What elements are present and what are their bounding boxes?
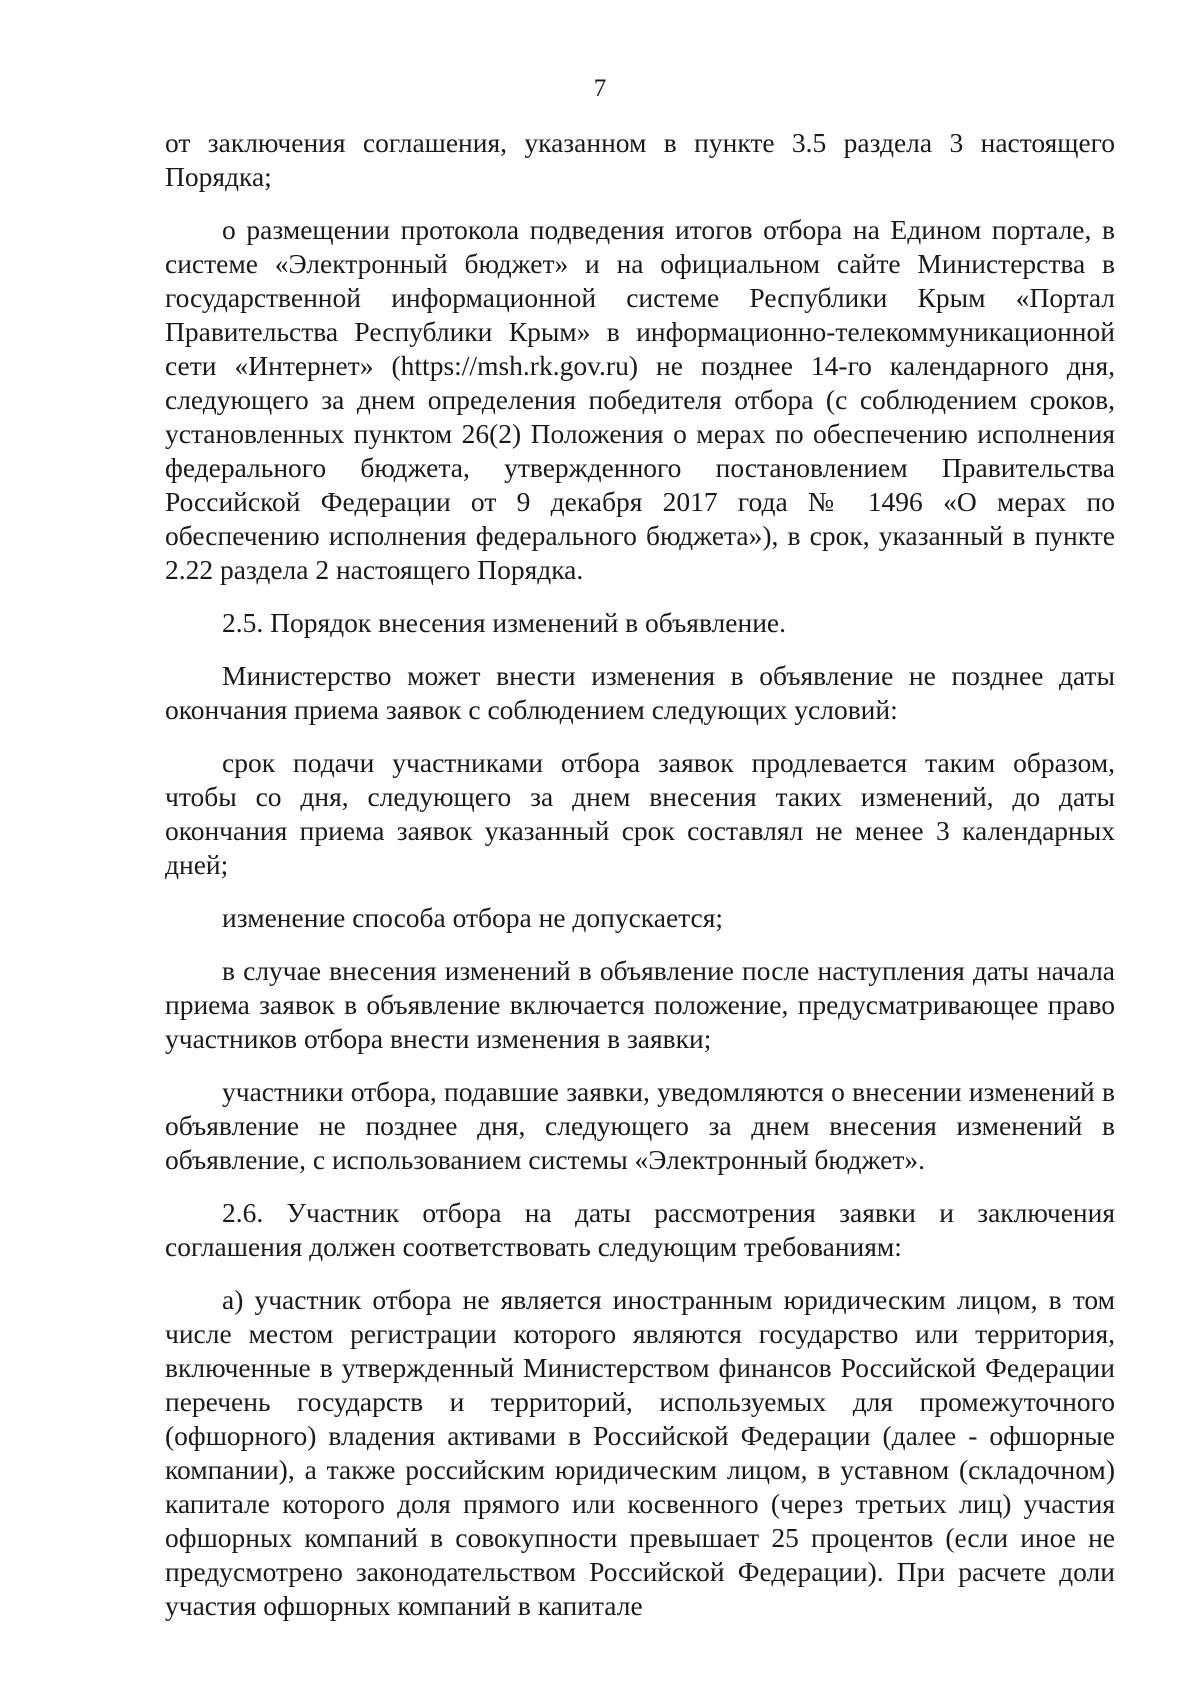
paragraph-ministry-changes: Министерство может внести изменения в объявление не позднее даты окончания приема заявок с соблюдением следующих условий: — [165, 660, 1115, 725]
paragraph-requirement-a: а) участник отбора не является иностранным юридическим лицом, в том числе местом регистрации которого являются государство или территория, включенные в утвержденный Министерством финансов Российской Федерации перечень государств и территорий, используемых для промежуточного (офшорного) владения активами в Российской Федерации (далее - офшорные компании), а также российским юридическим лицом, в уставном (складочном) капитале которого доля прямого или косвенного (через третьих лиц) участия офшорных компаний в совокупности превышает 25 процентов (если иное не предусмотрено законодательством Российской Федерации). При расчете доли участия офшорных компаний в капитале — [165, 1284, 1115, 1621]
page-number: 7 — [593, 75, 607, 102]
paragraph-changes-after-start: в случае внесения изменений в объявление после наступления даты начала приема заявок в объявление включается положение, предусматривающее право участников отбора внести изменения в заявки; — [165, 955, 1115, 1054]
paragraph-section-2-5-heading: 2.5. Порядок внесения изменений в объявление. — [222, 607, 787, 638]
paragraph-method-change: изменение способа отбора не допускается; — [222, 902, 724, 933]
document-body — [165, 126, 1115, 1642]
paragraph-continuation: от заключения соглашения, указанном в пункте 3.5 раздела 3 настоящего Порядка; — [165, 127, 1115, 192]
paragraph-deadline-extension: срок подачи участниками отбора заявок продлевается таким образом, чтобы со дня, следующего за днем внесения таких изменений, до даты окончания приема заявок указанный срок составлял не менее 3 календарных дней; — [165, 747, 1115, 880]
paragraph-participants-notified: участники отбора, подавшие заявки, уведомляются о внесении изменений в объявление не позднее дня, следующего за днем внесения изменений в объявление, с использованием системы «Электронный бюджет». — [165, 1076, 1115, 1175]
paragraph-section-2-6-requirements: 2.6. Участник отбора на даты рассмотрения заявки и заключения соглашения должен соответствовать следующим требованиям: — [165, 1197, 1115, 1262]
paragraph-protocol-publication: о размещении протокола подведения итогов отбора на Едином портале, в системе «Электронный бюджет» и на официальном сайте Министерства в государственной информационной системе Республики Крым «Портал Правительства Республики Крым» в информационно-телекоммуникационной сети «Интернет» (https://msh.rk.gov.ru) не позднее 14-го календарного дня, следующего за днем определения победителя отбора (с соблюдением сроков, установленных пунктом 26(2) Положения о мерах по обеспечению исполнения федерального бюджета, утвержденного постановлением Правительства Российской Федерации от 9 декабря 2017 года № 1496 «О мерах по обеспечению исполнения федерального бюджета»), в срок, указанный в пункте 2.22 раздела 2 настоящего Порядка. — [165, 214, 1115, 585]
